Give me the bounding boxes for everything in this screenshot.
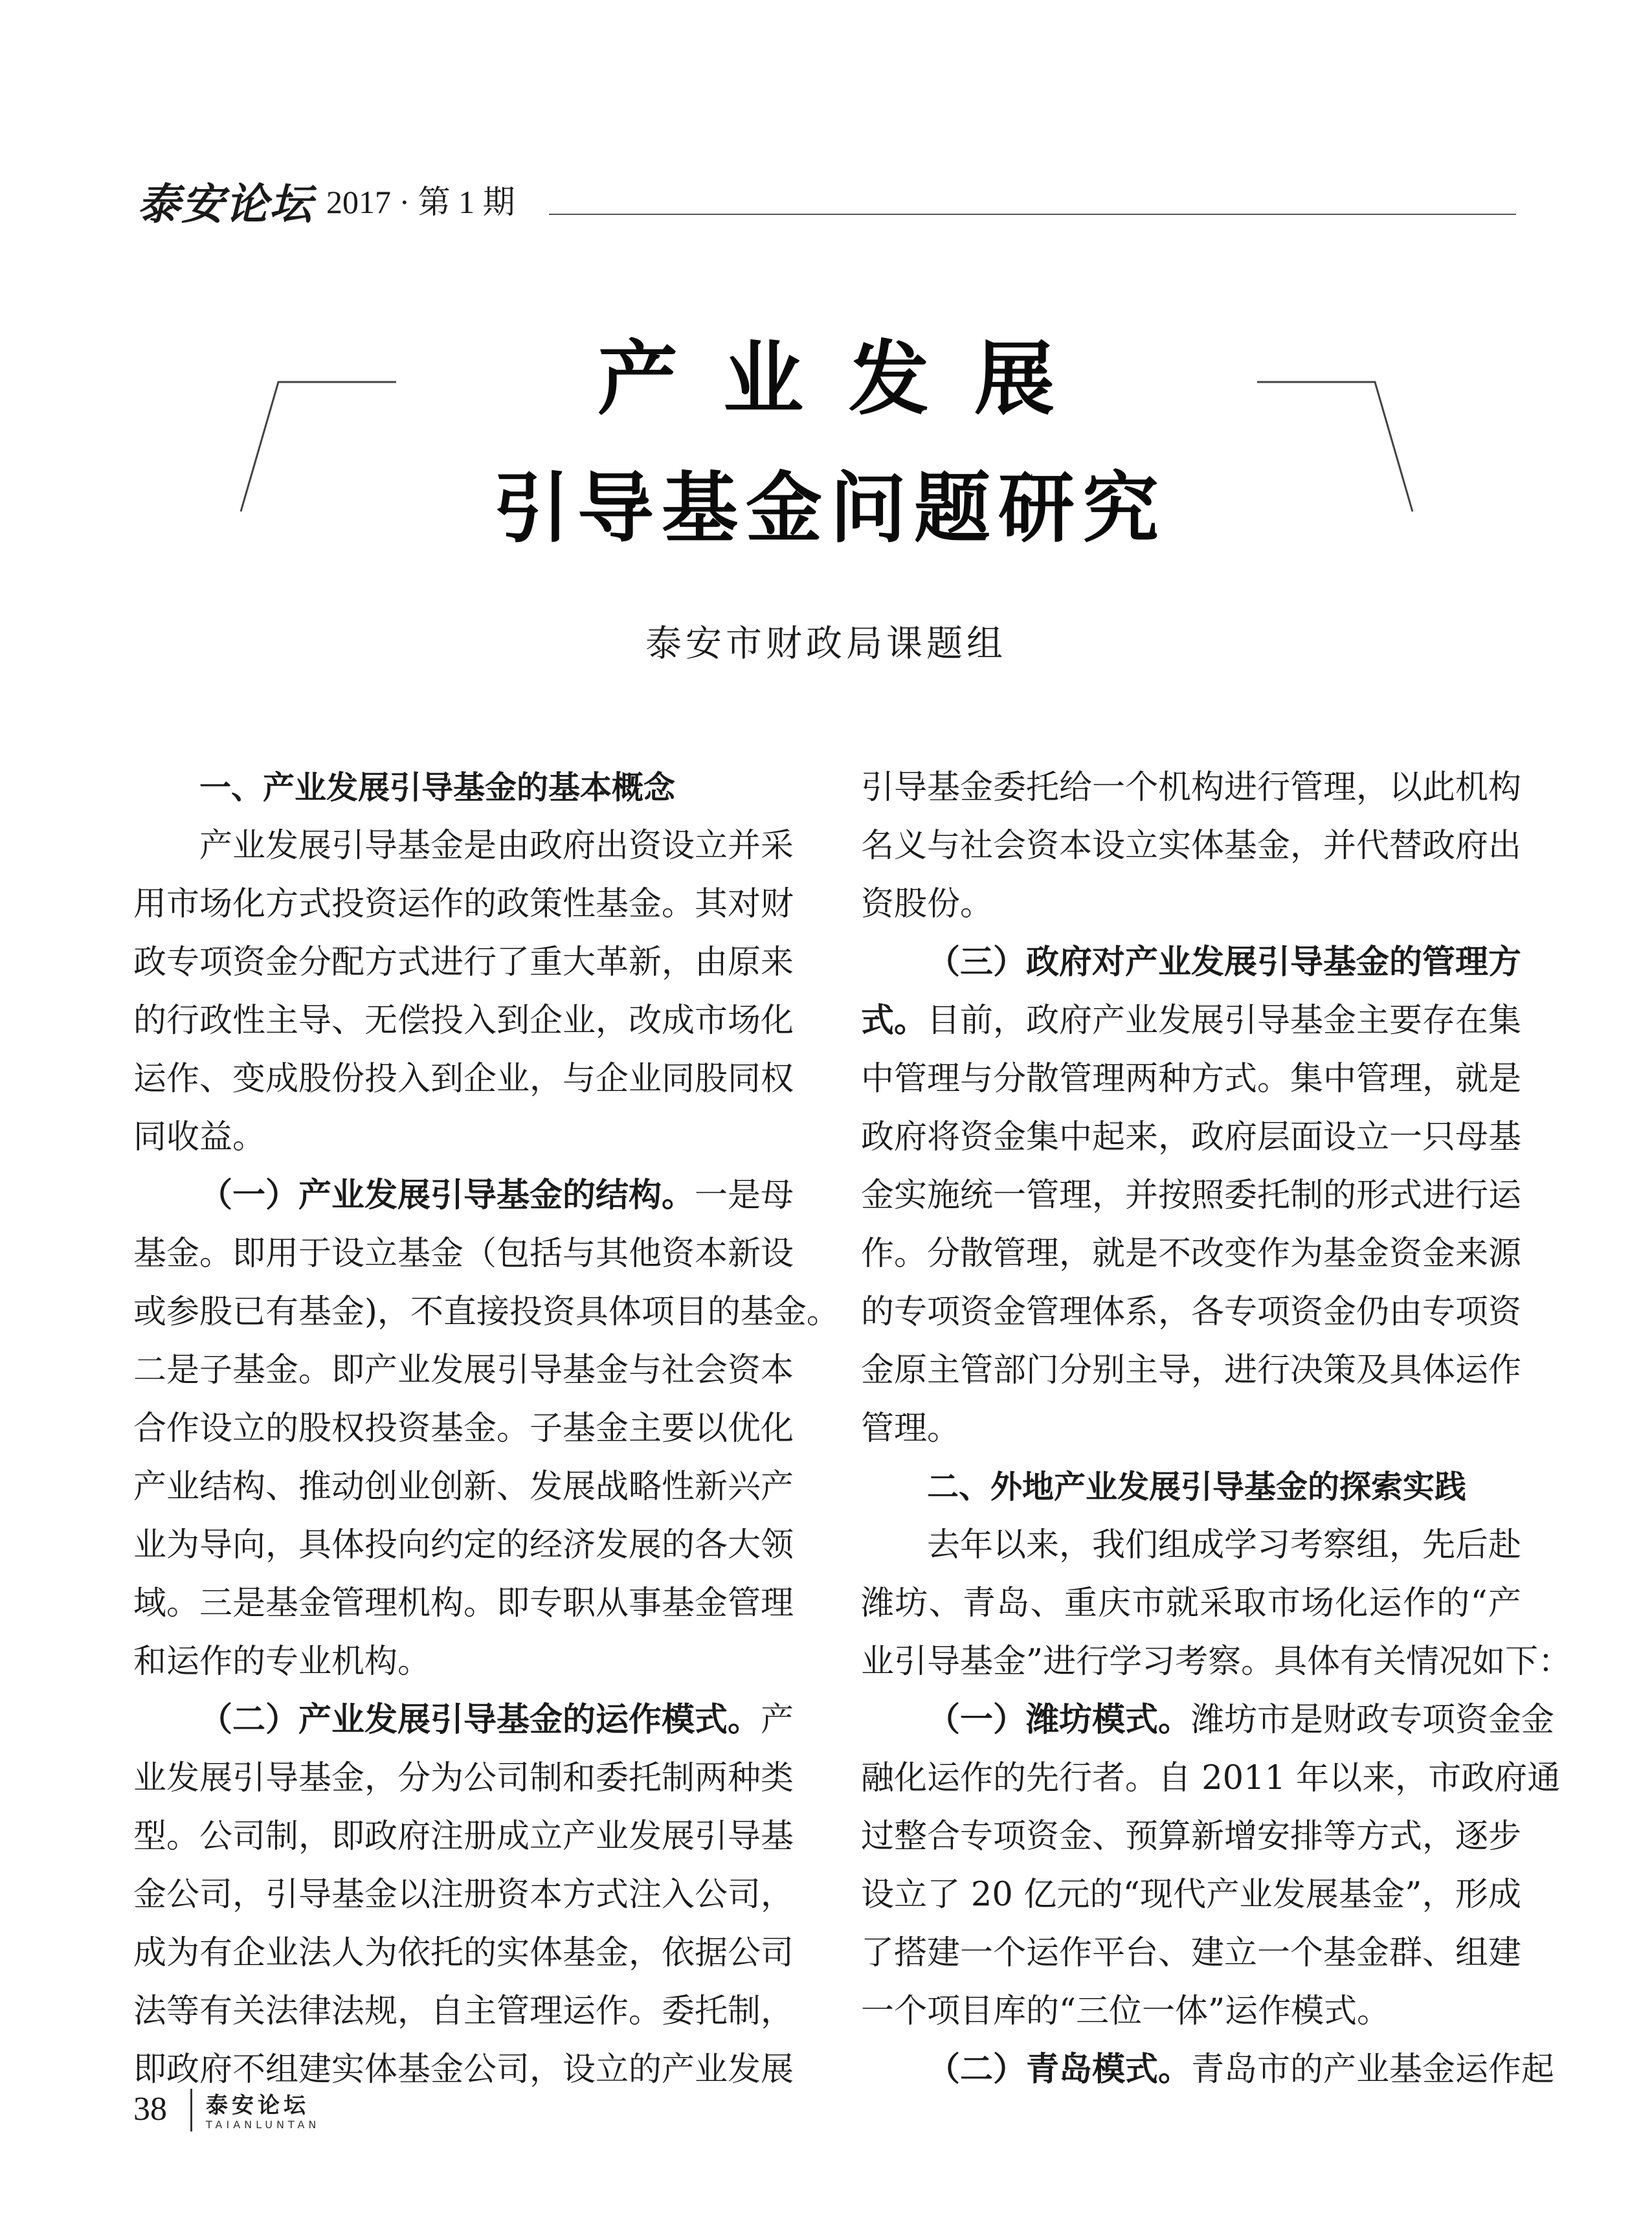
line-text: 金实施统一管理，并按照委托制的形式进行运 bbox=[861, 1176, 1522, 1215]
text-line bbox=[133, 1400, 794, 1458]
text-line bbox=[861, 1691, 1555, 1749]
text-line bbox=[861, 1225, 1521, 1283]
line-text: 资股份。 bbox=[861, 885, 994, 923]
text-line bbox=[861, 2041, 1555, 2099]
page-number: 38 bbox=[133, 2091, 167, 2128]
line-text: 了搭建一个运作平台、建立一个基金群、组建 bbox=[861, 1934, 1522, 1972]
text-line bbox=[133, 1749, 794, 1808]
text-line bbox=[861, 875, 1521, 934]
text-line bbox=[133, 759, 794, 817]
footer-divider bbox=[190, 2089, 192, 2131]
text-line bbox=[133, 992, 794, 1050]
line-text: 青岛市的产业基金运作起 bbox=[1191, 2051, 1555, 2089]
line-text: 的专项资金管理体系，各专项资金仍由专项资 bbox=[861, 1293, 1522, 1331]
text-line bbox=[861, 1633, 1572, 1691]
text-line bbox=[133, 1691, 794, 1749]
text-line bbox=[861, 1167, 1521, 1225]
line-text: 潍坊、青岛、重庆市就采取市场化运作的“产 bbox=[861, 1584, 1521, 1623]
text-line bbox=[133, 1808, 794, 1866]
line-text: 产业结构、推动创业创新、发展战略性新兴产 bbox=[133, 1468, 794, 1506]
footer-journal-name: 泰安论坛 bbox=[206, 2093, 309, 2119]
text-line bbox=[133, 1575, 794, 1633]
text-line bbox=[133, 1108, 794, 1167]
line-text: 和运作的专业机构。 bbox=[133, 1643, 431, 1681]
text-line bbox=[861, 1283, 1521, 1342]
text-line bbox=[133, 1225, 794, 1283]
text-line bbox=[133, 1983, 794, 2041]
text-line bbox=[861, 992, 1521, 1050]
right-text-column bbox=[861, 759, 1572, 2099]
article-title-line-2: 引导基金问题研究 bbox=[493, 464, 1166, 553]
line-text: 融化运作的先行者。自 2011 年以来，市政府通 bbox=[861, 1759, 1561, 1797]
text-line bbox=[861, 1050, 1521, 1108]
text-line bbox=[861, 934, 1521, 992]
line-text: 成为有企业法人为依托的实体基金，依据公司 bbox=[133, 1934, 794, 1972]
text-line bbox=[861, 817, 1521, 875]
line-text: 去年以来，我们组成学习考察组，先后赴 bbox=[927, 1526, 1522, 1564]
line-text: 二是子基金。即产业发展引导基金与社会资本 bbox=[133, 1351, 794, 1389]
journal-brand: 泰安论坛 bbox=[137, 179, 313, 229]
left-text-column bbox=[133, 759, 840, 2099]
text-line bbox=[861, 1924, 1521, 1983]
text-line bbox=[133, 1516, 794, 1575]
line-text: 法等有关法律法规，自主管理运作。委托制， bbox=[133, 1992, 794, 2030]
line-text: 型。公司制，即政府注册成立产业发展引导基 bbox=[133, 1817, 794, 1856]
bold-lead: 式。 bbox=[861, 1002, 928, 1040]
line-text: 政专项资金分配方式进行了重大革新，由原来 bbox=[133, 943, 794, 982]
text-line bbox=[133, 875, 794, 934]
text-line bbox=[861, 759, 1521, 817]
line-text: 合作设立的股权投资基金。子基金主要以优化 bbox=[133, 1410, 794, 1448]
text-line bbox=[861, 1866, 1521, 1924]
text-line bbox=[861, 1749, 1561, 1808]
text-line bbox=[861, 1108, 1521, 1167]
text-line bbox=[133, 1342, 794, 1400]
text-line bbox=[861, 1575, 1521, 1633]
line-text: 二、外地产业发展引导基金的探索实践 bbox=[927, 1468, 1467, 1505]
line-text: 作。分散管理，就是不改变作为基金资金来源 bbox=[861, 1235, 1522, 1273]
line-text: 过整合专项资金、预算新增安排等方式，逐步 bbox=[861, 1817, 1522, 1856]
line-text: 业引导基金”进行学习考察。具体有关情况如下： bbox=[861, 1643, 1572, 1681]
line-text: 用市场化方式投资运作的政策性基金。其对财 bbox=[133, 885, 794, 923]
text-line bbox=[133, 1866, 794, 1924]
line-text: 运作、变成股份投入到企业，与企业同股同权 bbox=[133, 1060, 794, 1098]
text-line bbox=[133, 1167, 794, 1225]
line-text: 潍坊市是财政专项资金金 bbox=[1191, 1701, 1555, 1739]
text-line bbox=[133, 1633, 794, 1691]
line-text: 或参股已有基金)，不直接投资具体项目的基金。 bbox=[133, 1293, 840, 1331]
line-text: 一个项目库的“三位一体”运作模式。 bbox=[861, 1992, 1390, 2030]
line-text: 产业发展引导基金是由政府出资设立并采 bbox=[199, 827, 794, 865]
line-text: 名义与社会资本设立实体基金，并代替政府出 bbox=[861, 827, 1522, 865]
bold-lead: （一）产业发展引导基金的结构。 bbox=[199, 1176, 695, 1215]
bold-lead: （一）潍坊模式。 bbox=[927, 1701, 1192, 1739]
line-text: 域。三是基金管理机构。即专职从事基金管理 bbox=[133, 1584, 794, 1623]
text-line bbox=[861, 1458, 1521, 1516]
line-text: 管理。 bbox=[861, 1410, 961, 1448]
text-line bbox=[861, 1400, 1521, 1458]
issue-label: 2017 · 第 1 期 bbox=[326, 184, 515, 220]
line-text: 基金。即用于设立基金（包括与其他资本新设 bbox=[133, 1235, 794, 1273]
text-line bbox=[133, 1050, 794, 1108]
bold-lead: （二）产业发展引导基金的运作模式。 bbox=[199, 1701, 761, 1739]
text-line bbox=[861, 1516, 1521, 1575]
text-line bbox=[861, 1983, 1521, 2041]
text-line bbox=[133, 1458, 794, 1516]
text-line bbox=[133, 1283, 840, 1342]
text-line bbox=[133, 817, 794, 875]
line-text: 产 bbox=[761, 1701, 794, 1739]
line-text: 即政府不组建实体基金公司，设立的产业发展 bbox=[133, 2051, 794, 2089]
bold-lead: （三）政府对产业发展引导基金的管理方 bbox=[927, 943, 1522, 982]
article-title-line-1: 产业发展 bbox=[597, 333, 1100, 426]
text-line bbox=[861, 1342, 1521, 1400]
line-text: 金原主管部门分别主导，进行决策及具体运作 bbox=[861, 1351, 1522, 1389]
line-text: 中管理与分散管理两种方式。集中管理，就是 bbox=[861, 1060, 1522, 1098]
line-text: 业发展引导基金，分为公司制和委托制两种类 bbox=[133, 1759, 794, 1797]
line-text: 一、产业发展引导基金的基本概念 bbox=[199, 769, 676, 806]
line-text: 政府将资金集中起来，政府层面设立一只母基 bbox=[861, 1118, 1522, 1156]
article-author: 泰安市财政局课题组 bbox=[645, 623, 1007, 665]
line-text: 一是母 bbox=[695, 1176, 794, 1215]
line-text: 同收益。 bbox=[133, 1118, 266, 1156]
footer-journal-pinyin: TAIANLUNTAN bbox=[206, 2119, 320, 2131]
line-text: 目前，政府产业发展引导基金主要存在集 bbox=[927, 1002, 1522, 1040]
bold-lead: （二）青岛模式。 bbox=[927, 2051, 1192, 2089]
line-text: 的行政性主导、无偿投入到企业，改成市场化 bbox=[133, 1002, 794, 1040]
text-line bbox=[133, 1924, 794, 1983]
text-line bbox=[133, 934, 794, 992]
line-text: 引导基金委托给一个机构进行管理，以此机构 bbox=[861, 769, 1522, 807]
text-line bbox=[861, 1808, 1521, 1866]
line-text: 业为导向，具体投向约定的经济发展的各大领 bbox=[133, 1526, 794, 1564]
line-text: 金公司，引导基金以注册资本方式注入公司， bbox=[133, 1876, 794, 1914]
line-text: 设立了 20 亿元的“现代产业发展基金”，形成 bbox=[861, 1876, 1521, 1914]
